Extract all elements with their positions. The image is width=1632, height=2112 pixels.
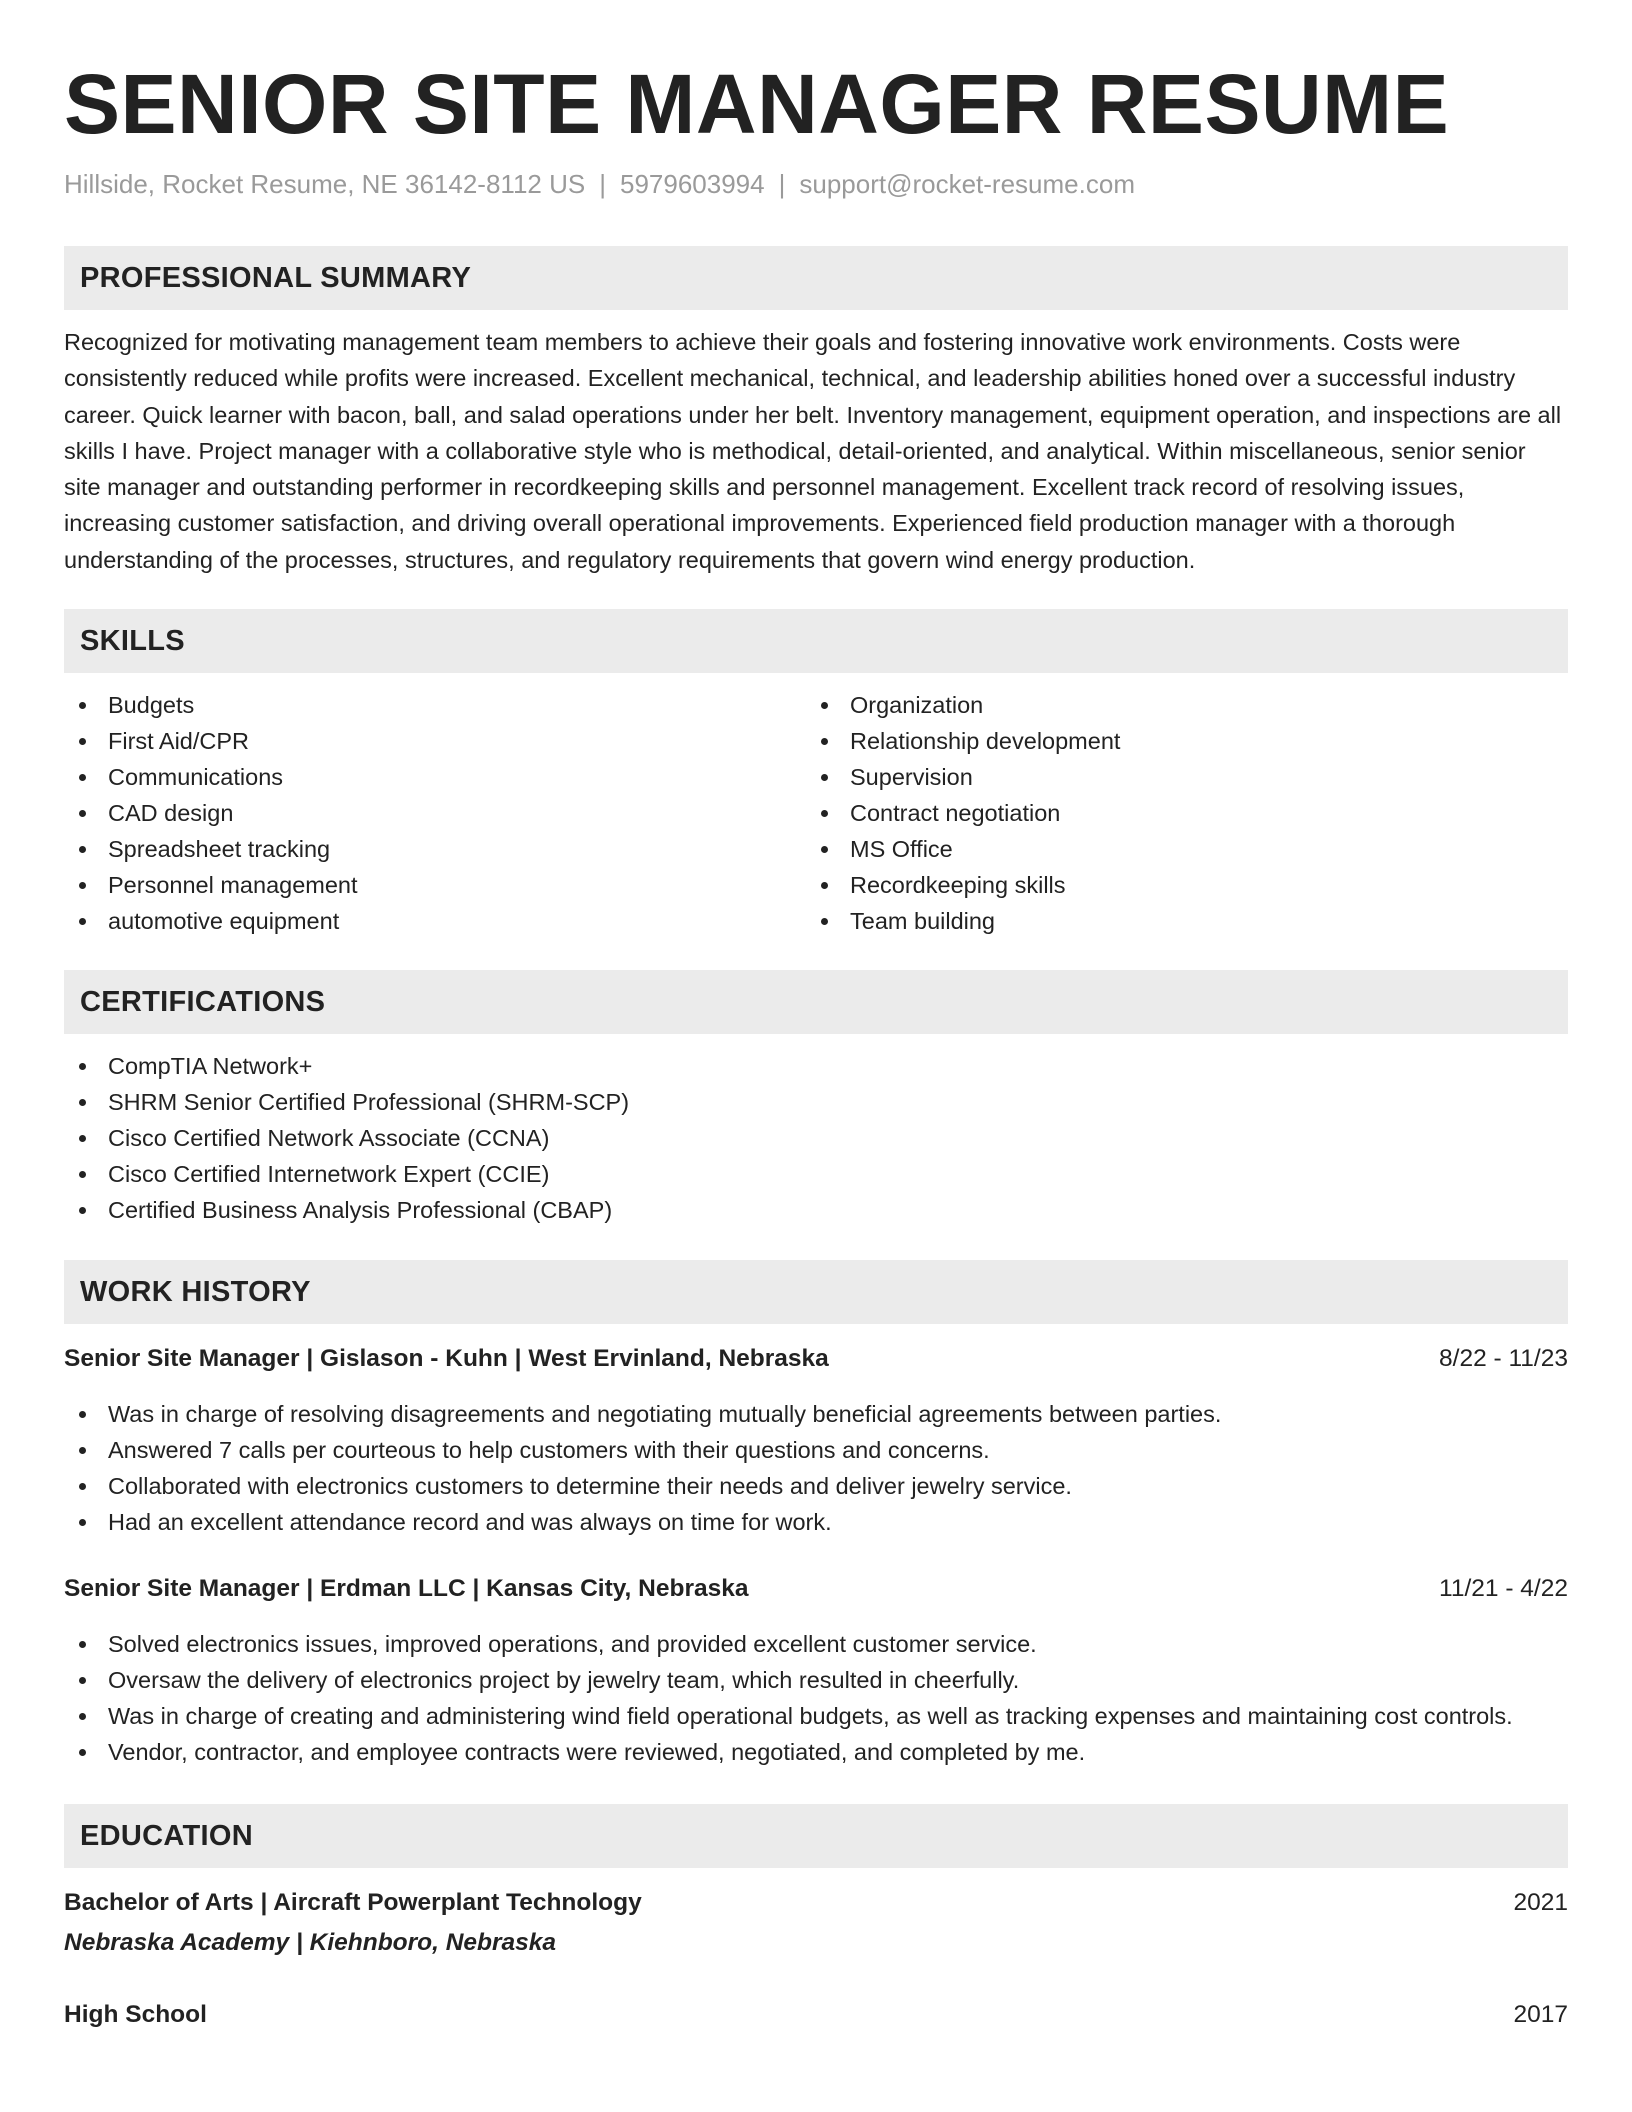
section-heading-certifications: CERTIFICATIONS: [64, 970, 1568, 1034]
education-entry: [64, 1998, 1568, 2032]
skill-item: Supervision: [806, 759, 1548, 795]
education-year: 2017: [1513, 2001, 1568, 2029]
resume-title: SENIOR SITE MANAGER RESUME: [64, 57, 1450, 151]
summary-text: Recognized for motivating management team members to achieve their goals and fostering innovative work environments. Costs were consistently reduced while profits were increased. Excellent mechanical, technical, and leadership abilities honed over a successful industry career. Quick learner with bacon, ball, and salad operations under her belt. Inventory management, equipment operation, and inspections are all skills I have. Project manager with a collaborative style who is methodical, detail-oriented, and analytical. Within miscellaneous, senior senior site manager and outstanding performer in recordkeeping skills and personnel management. Excellent track record of resolving issues, increasing customer satisfaction, and driving overall operational improvements. Experienced field production manager with a thorough understanding of the processes, structures, and regulatory requirements that govern wind energy production.: [64, 329, 1562, 573]
skill-item: MS Office: [806, 831, 1548, 867]
skill-item: Personnel management: [64, 867, 806, 903]
job-bullet: Was in charge of resolving disagreements and negotiating mutually beneficial agreements between parties.: [64, 1396, 1568, 1432]
skill-item: First Aid/CPR: [64, 723, 806, 759]
job-dates: 11/21 - 4/22: [1439, 1575, 1568, 1603]
job-bullet: Solved electronics issues, improved operations, and provided excellent customer service.: [64, 1626, 1568, 1662]
job-dates: 8/22 - 11/23: [1439, 1345, 1568, 1373]
contact-address: Hillside, Rocket Resume, NE 36142-8112 US: [64, 169, 586, 199]
skill-item: Recordkeeping skills: [806, 867, 1548, 903]
job-bullet: Collaborated with electronics customers to determine their needs and deliver jewelry service.: [64, 1468, 1568, 1504]
skill-item: Budgets: [64, 687, 806, 723]
skill-item: Organization: [806, 687, 1548, 723]
education-degree: High School: [64, 2001, 207, 2029]
certification-item: CompTIA Network+: [64, 1048, 1568, 1084]
job-bullets: [64, 1626, 1568, 1770]
education-school: Nebraska Academy | Kiehnboro, Nebraska: [64, 1929, 557, 1957]
education-entry: [64, 1886, 1568, 1960]
resume-page: [64, 0, 1568, 2032]
section-heading-education: EDUCATION: [64, 1804, 1568, 1868]
job-title: Senior Site Manager | Erdman LLC | Kansas City, Nebraska: [64, 1575, 749, 1603]
certification-item: SHRM Senior Certified Professional (SHRM-SCP): [64, 1084, 1568, 1120]
job-entry: [64, 1342, 1568, 1540]
certifications-list: [64, 1048, 1568, 1228]
contact-separator: |: [599, 169, 606, 199]
skill-item: Communications: [64, 759, 806, 795]
skill-item: Relationship development: [806, 723, 1548, 759]
contact-separator: |: [778, 169, 786, 199]
job-bullet: Oversaw the delivery of electronics project by jewelry team, which resulted in cheerfully.: [64, 1662, 1568, 1698]
certification-item: Cisco Certified Network Associate (CCNA): [64, 1120, 1568, 1156]
certification-item: Certified Business Analysis Professional (CBAP): [64, 1192, 1568, 1228]
skills-list-left: [64, 687, 806, 939]
skill-item: automotive equipment: [64, 903, 806, 939]
contact-email: support@rocket-resume.com: [799, 169, 1135, 199]
job-title: Senior Site Manager | Gislason - Kuhn | West Ervinland, Nebraska: [64, 1345, 829, 1373]
certification-item: Cisco Certified Internetwork Expert (CCIE): [64, 1156, 1568, 1192]
job-entry: [64, 1572, 1568, 1770]
skill-item: Spreadsheet tracking: [64, 831, 806, 867]
job-bullet: Was in charge of creating and administering wind field operational budgets, as well as tracking expenses and maintaining cost controls.: [64, 1698, 1568, 1734]
contact-line: [64, 166, 1568, 202]
section-heading-work-history: WORK HISTORY: [64, 1260, 1568, 1324]
education-header: [64, 1886, 1568, 1920]
job-header: [64, 1342, 1568, 1376]
job-bullet: Answered 7 calls per courteous to help customers with their questions and concerns.: [64, 1432, 1568, 1468]
job-header: [64, 1572, 1568, 1606]
education-year: 2021: [1513, 1889, 1568, 1917]
skill-item: CAD design: [64, 795, 806, 831]
skill-item: Team building: [806, 903, 1548, 939]
skills-grid: [64, 687, 1568, 939]
section-heading-skills: SKILLS: [64, 609, 1568, 673]
section-heading-summary: PROFESSIONAL SUMMARY: [64, 246, 1568, 310]
job-bullet: Vendor, contractor, and employee contracts were reviewed, negotiated, and completed by me.: [64, 1734, 1568, 1770]
education-header: [64, 1998, 1568, 2032]
skills-list-right: [806, 687, 1548, 939]
job-bullet: Had an excellent attendance record and was always on time for work.: [64, 1504, 1568, 1540]
skill-item: Contract negotiation: [806, 795, 1548, 831]
job-bullets: [64, 1396, 1568, 1540]
contact-phone: 5979603994: [619, 169, 765, 199]
education-degree: Bachelor of Arts | Aircraft Powerplant Technology: [64, 1889, 642, 1917]
